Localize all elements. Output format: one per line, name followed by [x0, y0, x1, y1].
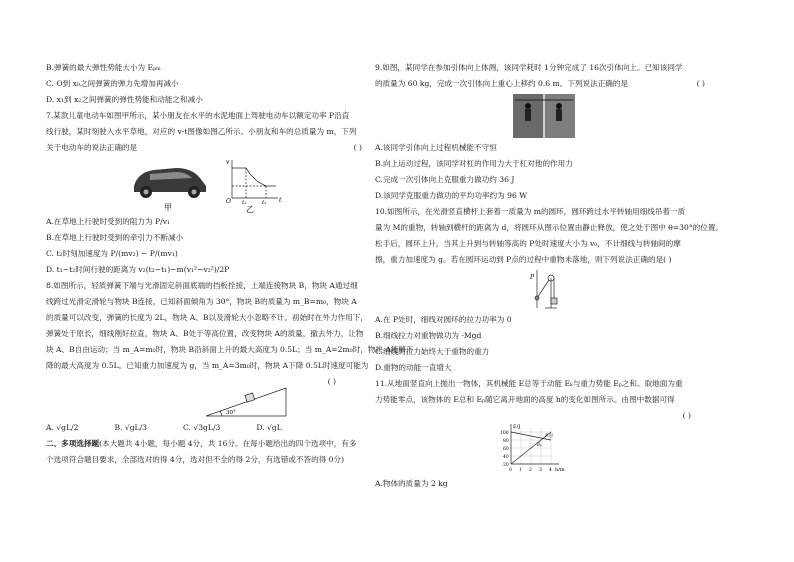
pulley-figure-svg [375, 268, 705, 312]
xtick-3: 3 [539, 468, 542, 473]
section2-instructions: (本大题共 4小题，每小题 4分，共 16分。在每小题给出的四个选项中，有多 [99, 439, 357, 448]
q8-figure [46, 390, 376, 420]
q8-option-b: B. √gL/3 [114, 423, 147, 432]
graph-ylabel: E/J [513, 424, 521, 430]
q7-option-c: C. t₂时刻加速度为 P/(mv₂) − P/(mv₁) [46, 249, 178, 258]
vt-t2: t₂ [262, 200, 267, 206]
section2-instructions-2: 个选项符合题目要求，全部选对的得 4分，选对但不全的得 2分，有选错或不答的得 0分) [46, 455, 345, 464]
ytick-100: 100 [500, 431, 509, 436]
xtick-4: 4 [549, 468, 552, 473]
fig-jia-label: 甲 [164, 203, 172, 212]
q10-option-c: C.细线的拉力始终大于重物的重力 [375, 347, 490, 356]
q10-stem-3: 松手后，圆环上升，当其上升到与转轴等高的 P处时速度大小为 v₀，不计细线与转轴间的摩 [375, 239, 681, 248]
q7-option-b: B.在草地上行驶时受到的牵引力不断减小 [46, 233, 184, 242]
q10-option-b: B.细线拉力对重物做功为 -Mgd [375, 331, 482, 340]
section2-heading [46, 436, 376, 452]
q9-option-d: D.该同学克服重力做功的平均功率约为 96 W [375, 191, 528, 200]
q8-stem-3: 的质量可以改变，弹簧的长度为 2L，物块 A、B以及滑轮大小忽略不计。初始时在外力作用下， [46, 313, 368, 322]
q7-figure-svg [46, 156, 376, 214]
right-column [375, 60, 724, 492]
q9-stem-2-text: 的质量为 60 kg，完成一次引体向上重心上移约 0.6 m。下列说法正确的是 [375, 79, 629, 88]
incline-plane [206, 388, 286, 416]
q7-option-a: A.在草地上行驶时受到的阻力为 P/v₁ [46, 217, 171, 226]
ytick-60: 60 [503, 447, 509, 452]
xtick-0: 0 [509, 468, 512, 473]
q7-stem-1: 7.某款儿童电动车如图甲所示，某小朋友在水平的水泥地面上驾驶电动车以额定功率 P沿直 [46, 111, 350, 120]
q8-options [46, 420, 376, 436]
vt-axis-v: v [226, 159, 230, 166]
q7-answer-bracket: ( ) [353, 143, 362, 152]
q11-stem-2: 力势能零点，该物体的 E总和 Eₚ随它离开地面的高度 h的变化如图所示。由图中数据可得 [375, 395, 675, 404]
q8-option-a: A. √gL/2 [46, 423, 79, 432]
q10-figure [375, 268, 705, 312]
q11-stem-1: 11.从地面竖直向上抛出一物体，其机械能 E总等于动能 Eₖ与重力势能 Eₚ之和。取地面为重 [375, 379, 683, 388]
q9-option-c: C.完成一次引体向上克服重力做功约 36 J [375, 175, 515, 184]
line-label-etotal: E总 [545, 434, 553, 439]
incline-angle: 30° [226, 410, 236, 416]
graph-xlabel: h/m [555, 467, 565, 473]
q11-option-a: A.物体的质量为 2 kg [375, 479, 448, 488]
q7-stem-3-text: 关于电动车的说法正确的是 [46, 143, 138, 152]
q8-stem-4: 弹簧处于原长，细线刚好拉直，物块 A、B处于等高位置，改变物块 A的质量，撤去外力，让物 [46, 329, 364, 338]
q10-stem-2: 量为 M的重物，转轴到横杆的距离为 d，将圆环从图示位置由静止释放，使之处于图中 θ=30°的位置。 [375, 223, 724, 232]
q7-option-d: D. t₁~t₂时间行驶的距离为 v₂(t₂−t₁)−m(v₁²−v₂²)/2P [46, 265, 230, 274]
q11-figure [375, 424, 705, 476]
q6-option-c: C. O到 x₀之间弹簧的弹力先增加再减小 [46, 79, 179, 88]
energy-graph-svg [375, 424, 705, 476]
q6-option-d: D. x₁到 x₂之间弹簧的弹性势能和动能之和减小 [46, 95, 203, 104]
q7-stem-3 [46, 140, 376, 156]
pullup-photo [375, 92, 705, 140]
xtick-1: 1 [519, 468, 522, 473]
xtick-2: 2 [529, 468, 532, 473]
q8-option-c: C. √3gL/3 [183, 423, 221, 432]
q10-stem-4: 擦，重力加速度为 g。若在圆环运动到 P点的过程中重物未落地，则下列说法正确的是( ) [375, 255, 672, 264]
toy-car-image [134, 168, 206, 198]
q10-option-a: A.在 P处时，细线对圆环的拉力功率为 0 [375, 315, 512, 324]
vt-graph [232, 160, 278, 198]
q8-stem-5: 块 A、B自由运动；当 m_A=m₀时，物块 B沿斜面上升的最大高度为 0.5L；当 m_A=2m₀时，物块 A能够下 [46, 345, 414, 354]
q9-option-b: B.向上运动过程，该同学对杠的作用力大于杠对他的作用力 [375, 159, 573, 168]
ytick-20: 20 [503, 463, 509, 468]
q9-stem-2 [375, 76, 705, 92]
q8-answer-bracket: ( ) [327, 377, 336, 386]
q6-option-b: B.弹簧的最大弹性势能大小为 Eₚₘ [46, 63, 161, 72]
q8-stem-1: 8.如图所示，轻质弹簧下端与光滑固定斜面底端的挡板拴接，上端连接物块 B，物块 A通过细 [46, 281, 358, 290]
pulley-point-p: P [530, 274, 535, 281]
q11-answer-bracket: ( ) [682, 411, 691, 420]
vt-axis-t: t [279, 197, 282, 204]
q8-stem-6: 降的最大高度为 0.5L。已知重力加速度为 g，当 m_A=3m₀时，物块 A下降 0.5L时速度可能为 [46, 361, 369, 370]
ytick-40: 40 [503, 455, 509, 460]
q9-figure [375, 92, 705, 140]
ytick-80: 80 [503, 439, 509, 444]
q8-stem-2: 线跨过光滑定滑轮与物块 B连接，已知斜面倾角为 30°，物块 B的质量为 m_B=m₀，物块 A [46, 297, 357, 306]
fig-yi-label: 乙 [246, 205, 254, 214]
q7-stem-2: 线行驶，某时刻驶入水平草地，对应的 v-t图像如图乙所示。小朋友和车的总质量为 m，下列 [46, 127, 357, 136]
vt-origin: O [226, 198, 231, 205]
q8-option-d: D. √gL [256, 423, 282, 432]
q10-stem-1: 10.如图所示，在光滑竖直横杆上套着一质量为 m的圆环，圆环跨过水平转轴用细线吊着一质 [375, 207, 686, 216]
q9-answer-bracket: ( ) [696, 79, 705, 88]
q7-figures [46, 156, 376, 214]
q10-option-d: D.重物的动能一直增大 [375, 363, 452, 372]
section2-title: 二、多项选择题 [46, 439, 100, 448]
q9-stem-1: 9.如图，某同学在参加引体向上体测，该同学耗时 1分钟完成了 16次引体向上。已知该同学 [375, 63, 683, 72]
line-label-ep: Eₚ [537, 443, 543, 448]
q9-option-a: A.该同学引体向上过程机械能不守恒 [375, 143, 497, 152]
incline-figure-svg [46, 390, 376, 420]
vt-t1: t₁ [242, 200, 247, 206]
